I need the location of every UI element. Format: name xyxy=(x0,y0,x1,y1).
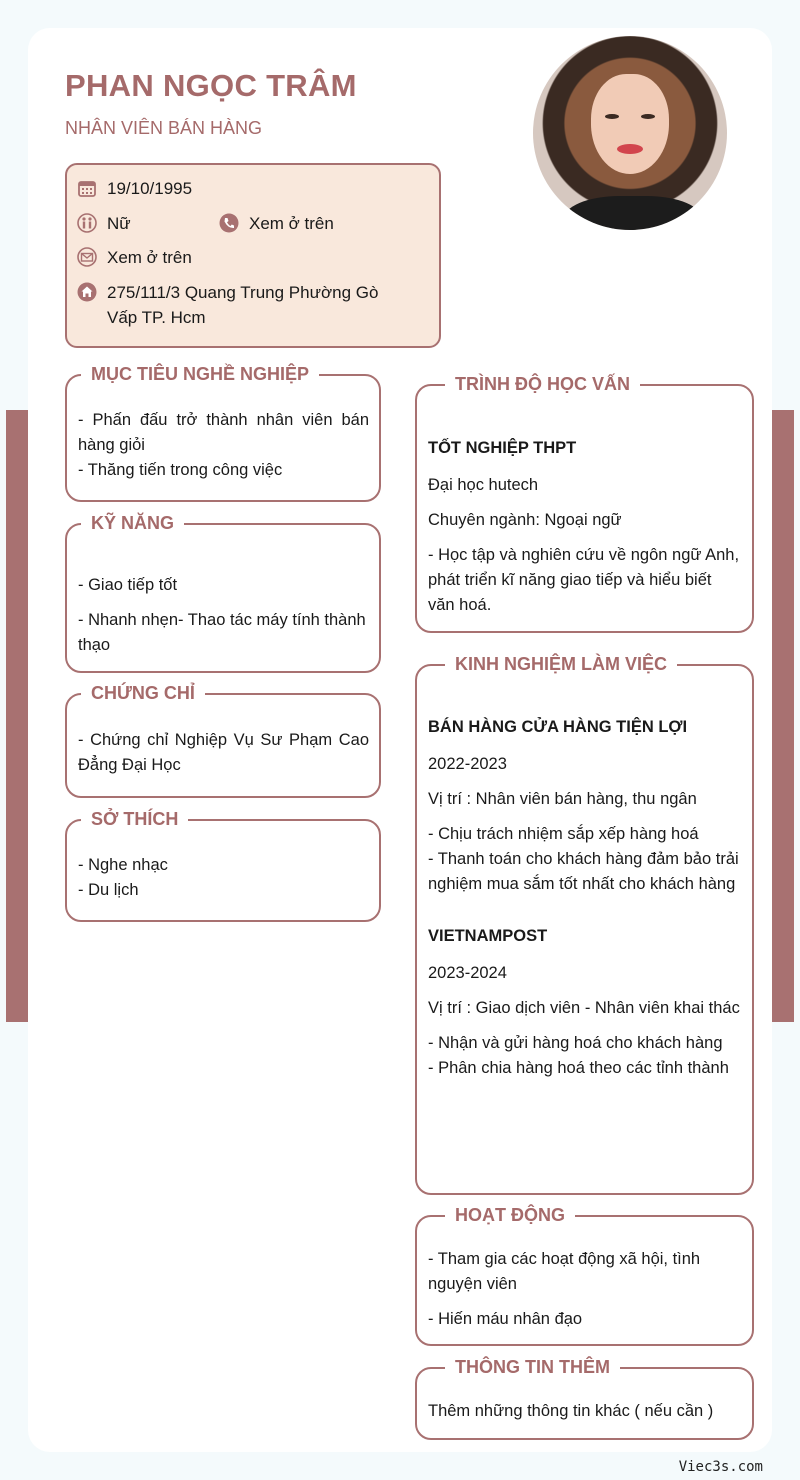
job-role: Vị trí : Giao dịch viên - Nhân viên khai thác xyxy=(428,999,740,1017)
job-duty: - Thanh toán cho khách hàng đảm bảo trải nghiệm mua sắm tốt nhất cho khách hàng xyxy=(428,850,739,893)
calendar-icon xyxy=(77,178,97,198)
certificate-item: - Chứng chỉ Nghiệp Vụ Sư Phạm Cao Đẳng Đại Học xyxy=(78,731,369,774)
education-body xyxy=(428,436,742,618)
phone-icon xyxy=(219,213,239,233)
footer-brand: Viec3s.com xyxy=(678,1459,763,1475)
extra-info-body xyxy=(428,1399,742,1424)
education-title: TRÌNH ĐỘ HỌC VẤN xyxy=(445,372,640,396)
experience-section xyxy=(415,654,754,1195)
hobby-item: - Nghe nhạc xyxy=(78,856,168,874)
address-row xyxy=(77,280,378,330)
email-icon xyxy=(77,247,97,267)
skill-item: - Giao tiếp tốt xyxy=(78,576,178,594)
activities-section xyxy=(415,1205,754,1346)
activities-body xyxy=(428,1247,742,1332)
address-line-1: 275/111/3 Quang Trung Phường Gò xyxy=(107,283,379,302)
skill-item: - Nhanh nhẹn- Thao tác máy tính thành thạo xyxy=(78,611,366,654)
skills-title: KỸ NĂNG xyxy=(81,511,184,535)
hobbies-title: SỞ THÍCH xyxy=(81,807,188,831)
right-accent-bar xyxy=(770,410,794,1022)
job-duty: - Nhận và gửi hàng hoá cho khách hàng xyxy=(428,1034,723,1052)
email-text: Xem ở trên xyxy=(107,248,192,267)
gender-icon xyxy=(77,213,97,233)
education-degree: TỐT NGHIỆP THPT xyxy=(428,439,577,457)
address-text xyxy=(107,280,378,330)
home-icon xyxy=(77,282,97,302)
address-line-2: Vấp TP. Hcm xyxy=(107,308,206,327)
certificates-section xyxy=(65,683,381,798)
extra-info-text: Thêm những thông tin khác ( nếu cần ) xyxy=(428,1402,714,1420)
experience-body xyxy=(428,715,742,1081)
career-goal-line: - Thăng tiến trong công việc xyxy=(78,461,283,479)
career-goal-section xyxy=(65,364,381,502)
hobbies-body xyxy=(78,853,369,903)
career-goal-title: MỤC TIÊU NGHỀ NGHIỆP xyxy=(81,362,319,386)
education-school: Đại học hutech xyxy=(428,476,539,494)
candidate-position: NHÂN VIÊN BÁN HÀNG xyxy=(65,118,263,138)
phone-text: Xem ở trên xyxy=(249,214,334,233)
education-description: - Học tập và nghiên cứu về ngôn ngữ Anh, phát triển kĩ năng giao tiếp và hiểu biết văn hoá. xyxy=(428,546,740,614)
hobby-item: - Du lịch xyxy=(78,881,139,899)
birthday-text: 19/10/1995 xyxy=(107,179,193,198)
phone-row xyxy=(219,211,334,236)
job-company: VIETNAMPOST xyxy=(428,927,548,945)
education-section xyxy=(415,374,754,633)
certificates-body xyxy=(78,728,369,778)
career-goal-body xyxy=(78,408,369,483)
hobbies-section xyxy=(65,809,381,922)
job-company: BÁN HÀNG CỬA HÀNG TIỆN LỢI xyxy=(428,718,688,736)
activities-title: HOẠT ĐỘNG xyxy=(445,1203,575,1227)
job-period: 2022-2023 xyxy=(428,755,507,773)
left-accent-bar xyxy=(6,410,30,1022)
career-goal-line: - Phấn đấu trở thành nhân viên bán hàng giỏi xyxy=(78,411,369,454)
job-duty: - Chịu trách nhiệm sắp xếp hàng hoá xyxy=(428,825,699,843)
certificates-title: CHỨNG CHỈ xyxy=(81,681,205,705)
activity-item: - Hiến máu nhân đạo xyxy=(428,1310,583,1328)
job-duty: - Phân chia hàng hoá theo các tỉnh thành xyxy=(428,1059,729,1077)
activity-item: - Tham gia các hoạt động xã hội, tình nguyện viên xyxy=(428,1250,701,1293)
job-period: 2023-2024 xyxy=(428,964,507,982)
skills-body xyxy=(78,573,369,658)
experience-title: KINH NGHIỆM LÀM VIỆC xyxy=(445,652,677,676)
birthday-row xyxy=(77,176,192,201)
contact-box xyxy=(65,163,441,348)
candidate-name: PHAN NGỌC TRÂM xyxy=(65,68,357,103)
gender-text: Nữ xyxy=(107,214,131,233)
education-major: Chuyên ngành: Ngoại ngữ xyxy=(428,511,622,529)
gender-row xyxy=(77,211,131,236)
extra-info-section xyxy=(415,1357,754,1440)
email-row xyxy=(77,245,192,270)
avatar xyxy=(533,36,727,230)
extra-info-title: THÔNG TIN THÊM xyxy=(445,1355,620,1379)
skills-section xyxy=(65,513,381,673)
job-role: Vị trí : Nhân viên bán hàng, thu ngân xyxy=(428,790,697,808)
